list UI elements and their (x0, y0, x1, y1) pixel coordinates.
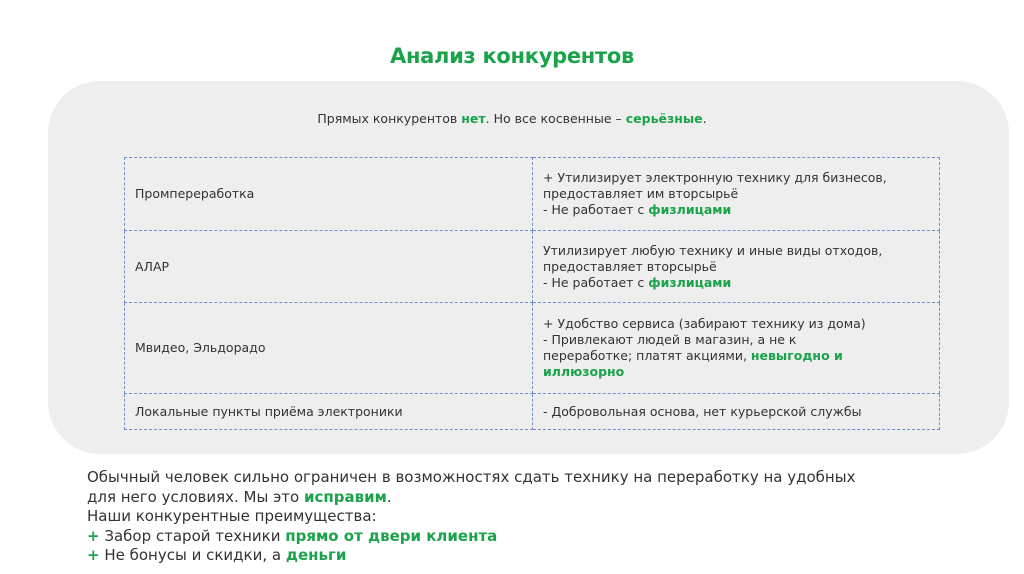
description-line (543, 364, 929, 380)
competitor-name: АЛАР (125, 231, 533, 303)
description-line (543, 170, 929, 186)
advantage-text: Забор старой техники (99, 526, 286, 545)
description-text: переработке; платят акциями, (543, 348, 751, 363)
plus-icon: + (87, 526, 100, 545)
description-text: предоставляет им вторсырьё (543, 186, 739, 201)
competitor-description (533, 158, 940, 231)
intro-accent-serious: серьёзные (625, 111, 703, 126)
summary-text-part: . (386, 487, 392, 506)
description-line (543, 275, 929, 291)
advantages-heading: Наши конкурентные преимущества: (87, 507, 377, 526)
advantage-text: Не бонусы и скидки, а (99, 546, 286, 565)
description-accent: физлицами (648, 274, 732, 290)
table-row (125, 303, 940, 394)
intro-accent-none: нет (461, 111, 486, 126)
description-text: + Удобство сервиса (забирают технику из дома) (543, 316, 866, 331)
summary-line (87, 488, 987, 508)
table-row (125, 158, 940, 231)
summary-text (87, 468, 987, 566)
description-line (543, 404, 929, 420)
page-title: Анализ конкурентов (390, 44, 634, 68)
competitor-name: Промпереработка (125, 158, 533, 231)
description-line (543, 316, 929, 332)
description-text: + Утилизирует электронную технику для бизнесов, (543, 170, 887, 185)
description-text: - Не работает с (543, 274, 649, 290)
intro-part2: . Но все косвенные – (485, 111, 626, 126)
description-line (543, 186, 929, 202)
competitors-table (124, 157, 940, 430)
intro-part3: . (702, 111, 707, 126)
description-accent: физлицами (648, 202, 732, 217)
advantage-accent: прямо от двери клиента (285, 526, 498, 545)
description-text: предоставляет вторсырьё (543, 258, 717, 274)
description-text: - Добровольная основа, нет курьерской службы (543, 403, 862, 419)
description-text: - Привлекают людей в магазин, а не к (543, 332, 797, 347)
competitor-description (533, 303, 940, 394)
description-line (543, 259, 929, 275)
description-accent: невыгодно и (750, 348, 843, 363)
advantage-accent: деньги (285, 546, 347, 565)
description-line (543, 202, 929, 218)
description-line (543, 243, 929, 259)
description-line (543, 348, 929, 364)
summary-text-part: для него условиях. Мы это (87, 487, 304, 506)
advantage-item (87, 527, 987, 547)
advantage-item (87, 546, 987, 566)
description-accent: иллюзорно (543, 364, 625, 379)
competitor-description (533, 231, 940, 303)
table-row (125, 394, 940, 430)
description-text: - Не работает с (543, 202, 649, 217)
summary-accent: исправим (304, 487, 387, 506)
description-text: Утилизирует любую технику и иные виды отходов, (543, 242, 883, 258)
description-line (543, 332, 929, 348)
plus-icon: + (87, 546, 100, 565)
competitor-description (533, 394, 940, 430)
competitor-name: Мвидео, Эльдорадо (125, 303, 533, 394)
table-row (125, 231, 940, 303)
intro-text (0, 111, 1024, 126)
competitor-name: Локальные пункты приёма электроники (125, 394, 533, 430)
summary-line: Обычный человек сильно ограничен в возможностях сдать технику на переработку на удобных (87, 468, 856, 486)
intro-part1: Прямых конкурентов (317, 111, 462, 126)
